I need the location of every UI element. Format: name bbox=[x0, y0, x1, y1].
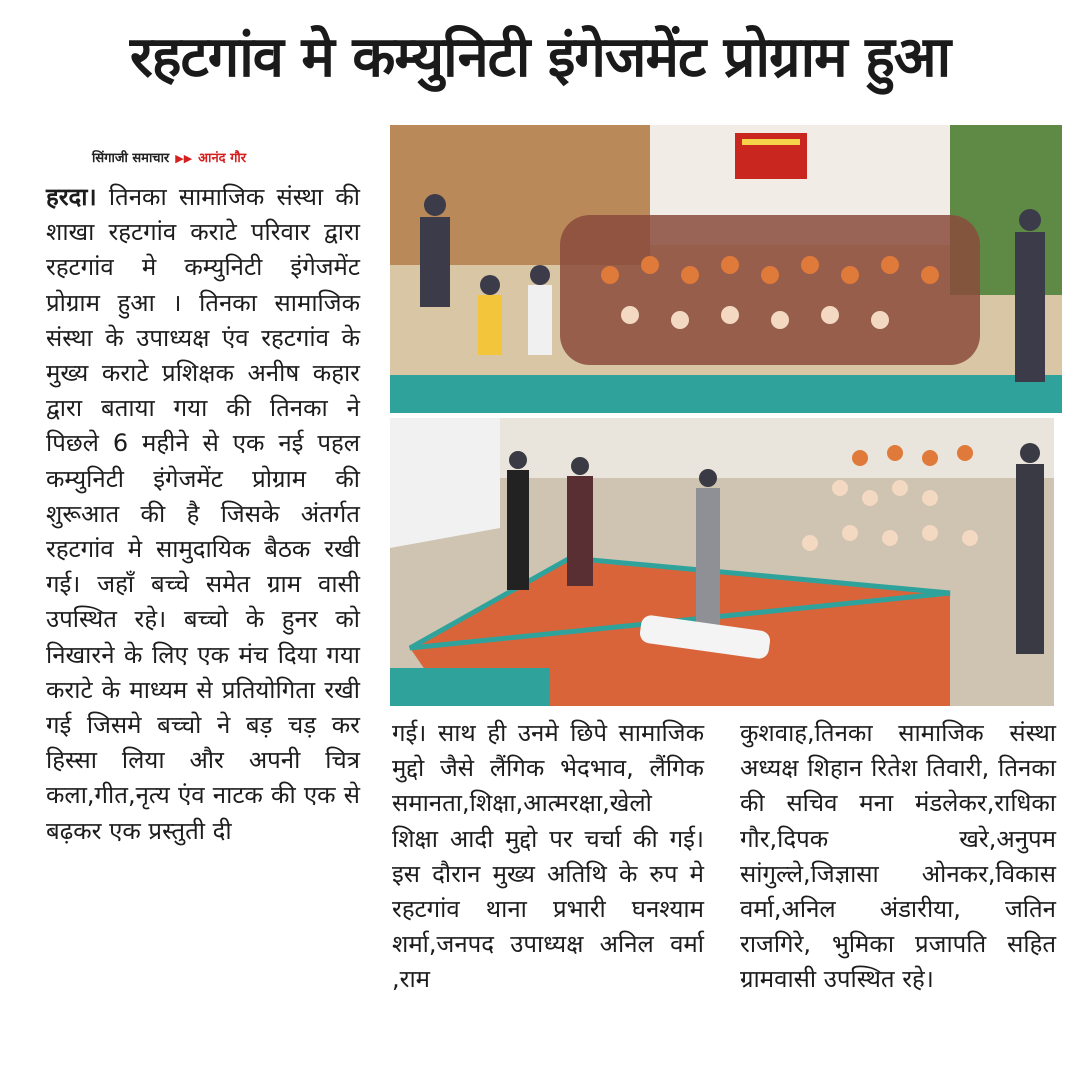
author-name: आनंद गौर bbox=[198, 151, 247, 166]
publication-name: सिंगाजी समाचार bbox=[92, 151, 170, 166]
article-column-2: गई। साथ ही उनमे छिपे सामाजिक मुद्दो जैसे लैंगिक भेदभाव, लैंगिक समानता,शिक्षा,आत्मरक्षा,खेलो शिक्षा आदी मुद्दो पर चर्चा की गई। इस दौरान मुख्य अतिथि के रुप मे रहटगांव थाना प्रभारी घनश्याम शर्मा,जनपद उपाध्यक्ष अनिल वर्मा ,राम bbox=[392, 719, 704, 994]
dateline: हरदा। bbox=[46, 183, 97, 211]
photo-group bbox=[390, 125, 1062, 413]
double-arrow-icon: ▶▶ bbox=[175, 152, 193, 165]
photo-performance bbox=[390, 418, 1054, 706]
article-column-1 bbox=[46, 180, 360, 849]
headline: रहटगांव मे कम्युनिटी इंगेजमेंट प्रोग्राम हुआ bbox=[129, 25, 951, 90]
article-column-3: कुशवाह,तिनका सामाजिक संस्था अध्यक्ष शिहान रितेश तिवारी, तिनका की सचिव मना मंडलेकर,राधिका गौर,दिपक खरे,अनुपम सांगुल्ले,जिज्ञासा ओनकर,विकास वर्मा,अनिल अंडारीया, जतिन राजगिरे, भुमिका प्रजापति सहित ग्रामवासी उपस्थित रहे। bbox=[740, 719, 1056, 994]
article-text-1: तिनका सामाजिक संस्था की शाखा रहटगांव कराटे परिवार द्वारा रहटगांव मे कम्युनिटी इंगेजमेंट प्रोग्राम हुआ । तिनका सामाजिक संस्था के उपाध्यक्ष एंव रहटगांव के मुख्य कराटे प्रशिक्षक अनीष कहार द्वारा बताया गया की तिनका ने पिछले 6 महीने से एक नई पहल कम्युनिटी इंगेजमेंट प्रोग्राम की शुरूआत की है जिसके अंतर्गत रहटगांव मे सामुदायिक बैठक रखी गई। जहाँ बच्चे समेत ग्राम वासी उपस्थित रहे। बच्चो के हुनर को निखारने के लिए एक मंच दिया गया कराटे के माध्यम से प्रतियोगिता रखी गई जिसमे बच्चो ने बड़ चड़ कर हिस्सा लिया और अपनी चित्र कला,गीत,नृत्य एंव नाटक की एक से बढ़कर एक प्रस्तुती दी bbox=[46, 183, 360, 845]
byline bbox=[92, 148, 246, 166]
